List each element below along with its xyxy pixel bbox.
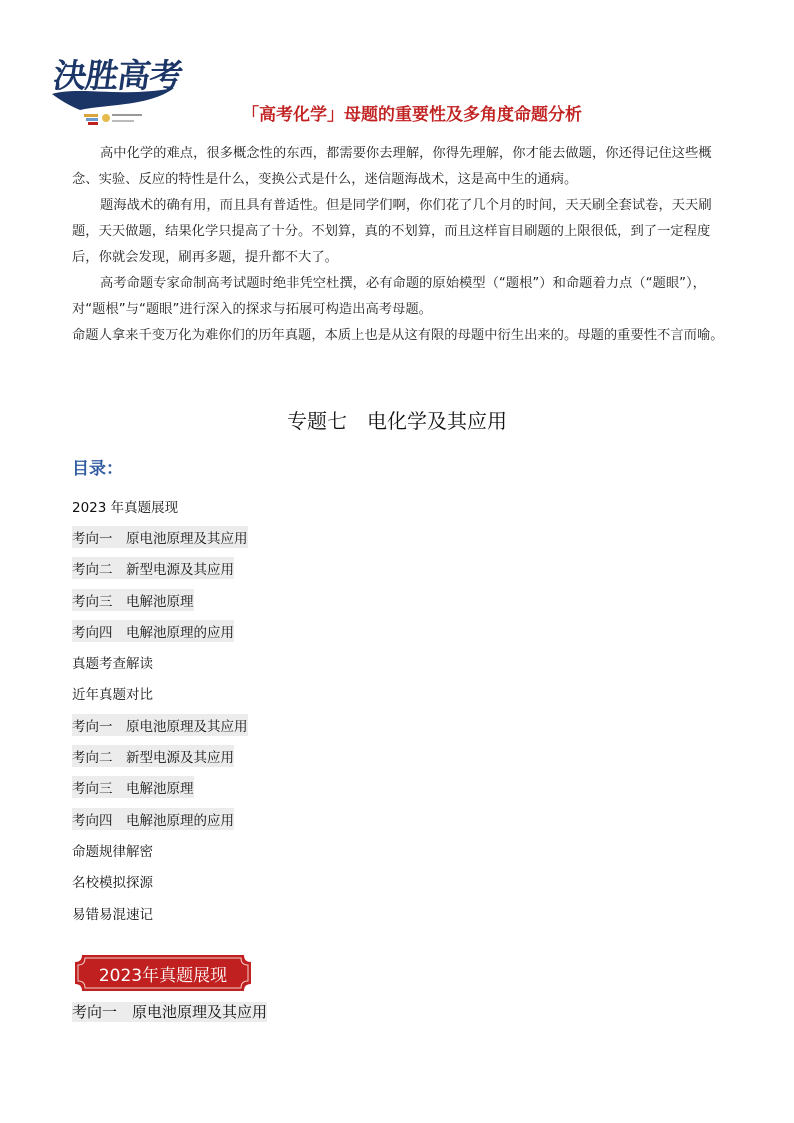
- logo-text: 決胜高考: [50, 56, 185, 95]
- toc-item[interactable]: 考向三 电解池原理: [72, 584, 248, 615]
- toc-item[interactable]: 考向二 新型电源及其应用: [72, 553, 248, 584]
- toc-item[interactable]: 考向四 电解池原理的应用: [72, 803, 248, 834]
- section-heading: 考向一 原电池原理及其应用: [72, 1003, 268, 1021]
- toc-heading: 目录：: [72, 459, 123, 479]
- toc-item[interactable]: 命题规律解密: [72, 843, 153, 860]
- toc-item[interactable]: 考向四 电解池原理的应用: [72, 615, 248, 646]
- toc-item[interactable]: 考向三 电解池原理: [72, 772, 248, 803]
- intro-paragraph: 命题人拿来千变万化为难你们的历年真题，本质上也是从这有限的母题中衍生出来的。母题的重要性不言而喻。: [72, 328, 724, 343]
- table-of-contents: [72, 490, 248, 928]
- toc-item[interactable]: 易错易混速记: [72, 906, 153, 923]
- toc-item[interactable]: 2023 年真题展现: [72, 499, 179, 516]
- toc-item[interactable]: 近年真题对比: [72, 687, 153, 704]
- toc-item[interactable]: 真题考查解读: [72, 656, 153, 673]
- intro-paragraph: 高中化学的难点，很多概念性的东西，都需要你去理解，你得先理解，你才能去做题，你还得记住这些概念、实验、反应的特性是什么，变换公式是什么，迷信题海战术，这是高中生的通病。: [72, 146, 712, 187]
- toc-item[interactable]: 考向二 新型电源及其应用: [72, 740, 248, 771]
- toc-item[interactable]: 考向一 原电池原理及其应用: [72, 709, 248, 740]
- toc-item[interactable]: 考向一 原电池原理及其应用: [72, 521, 248, 552]
- section-banner: [74, 954, 252, 992]
- intro-paragraph: 高考命题专家命制高考试题时绝非凭空杜撰，必有命题的原始模型（“题根”）和命题着力点（“题眼”），对“题根”与“题眼”进行深入的探求与拓展可构造出高考母题。: [72, 276, 706, 317]
- header-title: 「高考化学」母题的重要性及多角度命题分析: [242, 105, 582, 125]
- intro-text: [72, 141, 724, 349]
- topic-title: 专题七 电化学及其应用: [287, 409, 507, 433]
- banner-label: 2023年真题展现: [98, 965, 228, 986]
- toc-item[interactable]: 名校模拟探源: [72, 875, 153, 892]
- intro-paragraph: 题海战术的确有用，而且具有普适性。但是同学们啊，你们花了几个月的时间，天天刷全套试卷，天天刷题，天天做题，结果化学只提高了十分。不划算，真的不划算，而且这样盲目刷题的上限很低，到了一定程度后，你就会发现，刷再多题，提升都不大了。: [72, 198, 712, 265]
